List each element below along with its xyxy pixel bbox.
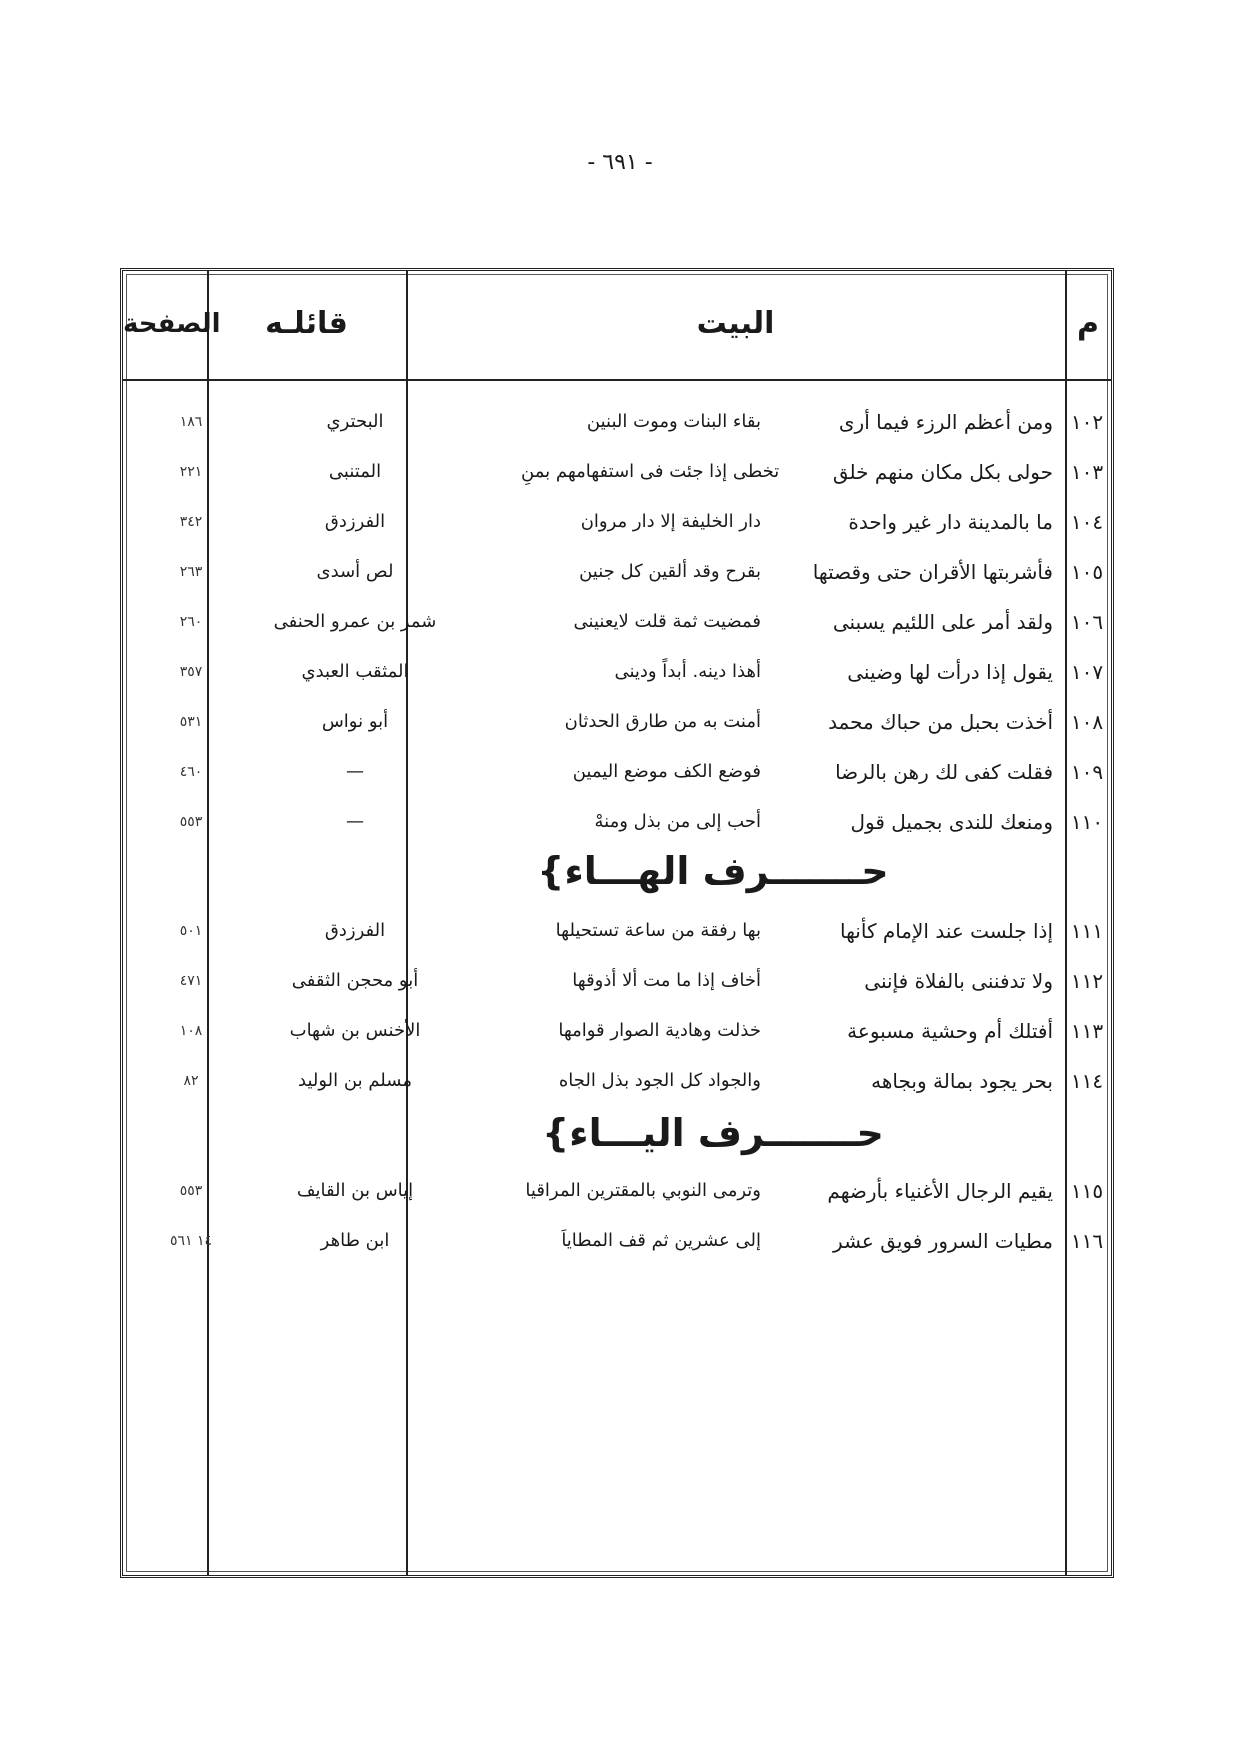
page-ref: ٢٦٣ bbox=[179, 564, 203, 580]
poet-name: لص أسدى bbox=[316, 561, 394, 582]
table-row bbox=[123, 502, 1111, 542]
poet-name: المتنبى bbox=[328, 461, 382, 482]
poet-name: الأخنس بن شهاب bbox=[289, 1020, 421, 1041]
table-row bbox=[123, 1171, 1111, 1211]
verse-second-half: دار الخليفة إلا دار مروان bbox=[580, 511, 761, 532]
poet-name: الفرزدق bbox=[324, 511, 386, 532]
poet-name: أبو نواس bbox=[321, 711, 389, 732]
table-row bbox=[123, 402, 1111, 442]
table-frame bbox=[120, 268, 1114, 1578]
poet-name: ابن طاهر bbox=[320, 1230, 390, 1251]
verse-first-half: بحر يجود بمالة وبجاهه bbox=[871, 1069, 1053, 1093]
verse-first-half: مطيات السرور فويق عشر bbox=[833, 1229, 1053, 1253]
page-ref: ٢٦٠ bbox=[179, 614, 203, 630]
verse-second-half: فوضع الكف موضع اليمين bbox=[572, 761, 761, 782]
table-row bbox=[123, 452, 1111, 492]
verse-first-half: أخذت بحبل من حباك محمد bbox=[828, 710, 1053, 734]
table-row bbox=[123, 911, 1111, 951]
row-number: ١١٦ bbox=[1070, 1229, 1104, 1253]
page-ref: ٤٦٠ bbox=[179, 764, 203, 780]
verse-second-half: بها رفقة من ساعة تستحيلها bbox=[555, 920, 761, 941]
page-ref: ٣٥٧ bbox=[179, 664, 203, 680]
table-row bbox=[123, 802, 1111, 842]
page-ref: ٣٤٢ bbox=[179, 514, 203, 530]
row-number: ١١٢ bbox=[1070, 969, 1104, 993]
page-ref: ٨٢ bbox=[183, 1073, 199, 1089]
verse-first-half: حولى بكل مكان منهم خلق bbox=[832, 460, 1053, 484]
row-number: ١١٤ bbox=[1070, 1069, 1104, 1093]
poet-name: أبو محجن الثقفى bbox=[291, 970, 419, 991]
table-row bbox=[123, 961, 1111, 1001]
verse-second-half: تخطى إذا جئت فى استفهامهم بمنِ bbox=[521, 461, 780, 482]
verse-second-half: فمضيت ثمة قلت لايعنينى bbox=[573, 611, 761, 632]
table-row bbox=[123, 1221, 1111, 1261]
verse-first-half: أفتلك أم وحشية مسبوعة bbox=[847, 1019, 1053, 1043]
table-row bbox=[123, 552, 1111, 592]
table-row bbox=[123, 1011, 1111, 1051]
verse-first-half: ومنعك للندى بجميل قول bbox=[850, 810, 1053, 834]
poet-name: إياس بن القايف bbox=[296, 1180, 414, 1201]
poet-name: المثقب العبدي bbox=[301, 661, 409, 682]
verse-second-half: والجواد كل الجود بذل الجاه bbox=[558, 1070, 761, 1091]
poet-name: شمر بن عمرو الحنفى bbox=[273, 611, 437, 632]
page-ref: ١٤ ٥٦١ bbox=[169, 1233, 213, 1249]
verse-first-half: يقول إذا درأت لها وضينى bbox=[847, 660, 1053, 684]
verse-first-half: ولا تدفننى بالفلاة فإننى bbox=[864, 969, 1053, 993]
poet-name: — bbox=[346, 811, 364, 832]
verse-first-half: فأشربتها الأقران حتى وقصتها bbox=[812, 560, 1053, 584]
poet-name: مسلم بن الوليد bbox=[298, 1070, 412, 1091]
page-ref: ١٠٨ bbox=[179, 1023, 203, 1039]
header-verse: البيت bbox=[696, 306, 775, 341]
page-ref: ٢٢١ bbox=[179, 464, 203, 480]
row-number: ١٠٢ bbox=[1070, 410, 1104, 434]
poet-name: — bbox=[346, 761, 364, 782]
verse-first-half: ومن أعظم الرزء فيما أرى bbox=[838, 410, 1053, 434]
table-row bbox=[123, 702, 1111, 742]
verse-first-half: فقلت كفى لك رهن بالرضا bbox=[835, 760, 1053, 784]
row-number: ١٠٦ bbox=[1070, 610, 1104, 634]
header-poet: قائلـه bbox=[265, 306, 348, 341]
verse-second-half: بقاء البنات وموت البنين bbox=[586, 411, 761, 432]
verse-first-half: يقيم الرجال الأغنياء بأرضهم bbox=[827, 1179, 1053, 1203]
page-ref: ٥٠١ bbox=[179, 923, 203, 939]
row-number: ١٠٥ bbox=[1070, 560, 1104, 584]
row-number: ١٠٧ bbox=[1070, 660, 1104, 684]
table-row bbox=[123, 602, 1111, 642]
row-number: ١١١ bbox=[1070, 919, 1104, 943]
table-row bbox=[123, 1061, 1111, 1101]
page-ref: ٥٥٣ bbox=[179, 814, 203, 830]
poet-name: البحتري bbox=[326, 411, 384, 432]
verse-second-half: أمنت به من طارق الحدثان bbox=[564, 711, 761, 732]
page-number: - ٦٩١ - bbox=[587, 150, 653, 175]
header-num: م bbox=[1077, 306, 1099, 341]
page-ref: ١٨٦ bbox=[179, 414, 203, 430]
page-ref: ٥٣١ bbox=[179, 714, 203, 730]
row-number: ١٠٤ bbox=[1070, 510, 1104, 534]
page-ref: ٥٥٣ bbox=[179, 1183, 203, 1199]
verse-second-half: إلى عشرين ثم قف المطاياَ bbox=[561, 1230, 761, 1251]
verse-first-half: ولقد أمر على اللئيم يسبنى bbox=[832, 610, 1053, 634]
verse-second-half: خذلت وهادية الصوار قوامها bbox=[558, 1020, 761, 1041]
row-number: ١٠٣ bbox=[1070, 460, 1104, 484]
row-number: ١١٠ bbox=[1070, 810, 1104, 834]
page-ref: ٤٧١ bbox=[179, 973, 203, 989]
row-number: ١٠٩ bbox=[1070, 760, 1104, 784]
verse-first-half: إذا جلست عند الإمام كأنها bbox=[839, 919, 1053, 943]
table-row bbox=[123, 752, 1111, 792]
verse-second-half: أهذا دينه. أبداً ودينى bbox=[614, 661, 761, 682]
row-number: ١٠٨ bbox=[1070, 710, 1104, 734]
verse-second-half: وترمى النوبي بالمقترين المراقيا bbox=[525, 1180, 761, 1201]
poet-name: الفرزدق bbox=[324, 920, 386, 941]
row-number: ١١٣ bbox=[1070, 1019, 1104, 1043]
verse-second-half: أخاف إذا ما مت ألا أذوقها bbox=[572, 970, 761, 991]
table-row bbox=[123, 652, 1111, 692]
header-divider bbox=[123, 379, 1111, 381]
verse-second-half: بقرح وقد ألقين كل جنين bbox=[579, 561, 761, 582]
section-heading-ya: {حـــــــرف اليـــاء bbox=[542, 1111, 884, 1155]
verse-second-half: أحب إلى من بذل ومنهْ bbox=[594, 811, 761, 832]
section-heading-ha: {حـــــــرف الهـــاء bbox=[537, 849, 889, 893]
row-number: ١١٥ bbox=[1070, 1179, 1104, 1203]
header-page: الصفحة bbox=[123, 309, 221, 339]
verse-first-half: ما بالمدينة دار غير واحدة bbox=[848, 510, 1053, 534]
